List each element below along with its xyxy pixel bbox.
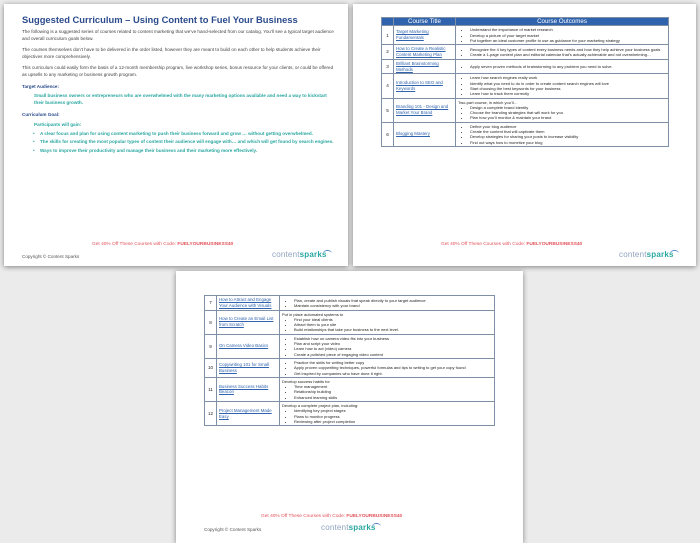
outcome-item: • Create a 1-page content plan and editorial calendar that’s actually achievable and not overwhelming…: [470, 52, 666, 57]
course-title-link[interactable]: Introduction to SEO and Keywords: [394, 74, 456, 98]
course-row: [382, 26, 669, 45]
course-number: 2: [382, 45, 394, 60]
course-title-link[interactable]: Branding 101 - Design and Market Your Brand: [394, 98, 456, 122]
outcome-item: • Learn how search engines really work: [470, 75, 666, 80]
outcome-item: • Apply seven proven methods of brainstorming to any problem you need to solve.: [470, 64, 666, 69]
course-title-link[interactable]: Target Marketing Fundamentals: [394, 26, 456, 45]
course-title-link[interactable]: How to Create a Realistic Content Marketing Plan: [394, 45, 456, 60]
intro-section: [22, 29, 337, 156]
brand-logo: contentsparks: [321, 523, 381, 532]
outcome-item: • Put together an ideal customer profile to use as guidance for your marketing strategy: [470, 38, 666, 43]
document-page-3: [176, 271, 523, 543]
outcome-item: • Design a complete brand identity: [470, 105, 666, 110]
outcome-list: [458, 105, 666, 121]
course-outcomes-cell: [456, 59, 669, 74]
basis-paragraph: This curriculum could easily form the basis of a 12-month membership program, live workshop series, bonus resource for your clients, or could be offered as upsells to any marketing or business growth program.: [22, 65, 334, 77]
document-page-2: [353, 4, 696, 266]
brand-logo: contentsparks: [272, 250, 332, 259]
outcome-item: • Enhanced learning skills: [294, 395, 492, 400]
course-title-link[interactable]: Brilliant Brainstorming Methods: [394, 59, 456, 74]
course-outcomes-cell: [280, 402, 495, 426]
outcome-item: • Find out ways how to monetize your blog: [470, 140, 666, 145]
outcome-list: [458, 64, 666, 69]
intro-paragraph: The following is a suggested series of courses related to content marketing that we’ve hand-selected from our catalog. You’ll see a typical target audience and overall curriculum goals below.: [22, 29, 334, 41]
course-title-link[interactable]: Copywriting 101 for Small Business: [217, 358, 280, 377]
course-outcomes-cell: [456, 26, 669, 45]
header-course-outcomes: Course Outcomes: [456, 18, 669, 26]
course-title-link[interactable]: Business Success Habits Beacon: [217, 377, 280, 401]
outcome-item: • Plan, create and publish visuals that speak directly to your target audience: [294, 298, 492, 303]
course-outcomes-cell: [456, 122, 669, 146]
page-title: Suggested Curriculum – Using Content to Fuel Your Business: [22, 14, 298, 25]
goal-item: • Ways to improve their productivity and manage their business and their marketing more effectively.: [40, 148, 337, 155]
course-table-continued: [204, 295, 495, 426]
outcome-item: • Get inspired by companies who have done it right.: [294, 371, 492, 376]
outcome-item: • Start choosing the best keywords for your business: [470, 86, 666, 91]
outcome-item: • Plans to monitor progress: [294, 414, 492, 419]
outcome-item: • Apply proven copywriting techniques, powerful formulas and tips to writing to get your copy found: [294, 365, 492, 370]
course-outcomes-cell: [280, 310, 495, 334]
course-row: [205, 358, 495, 377]
course-number: 8: [205, 310, 217, 334]
course-number: 11: [205, 377, 217, 401]
outcome-list: [458, 47, 666, 58]
outcome-item: • Develop a picture of your target market: [470, 33, 666, 38]
course-outcomes-cell: [280, 377, 495, 401]
spark-icon: [323, 250, 332, 257]
course-number: 3: [382, 59, 394, 74]
course-table: [381, 17, 669, 147]
goal-item: • The skills for creating the most popular types of content their audience will engage with… and which will get found by search engines.: [40, 139, 337, 146]
outcome-item: • Find your ideal clients: [294, 317, 492, 322]
outcome-list: [282, 298, 492, 309]
outcome-list: [458, 75, 666, 96]
course-number: 5: [382, 98, 394, 122]
outcome-item: • Build relationships that take your business to the next level.: [294, 327, 492, 332]
promo-line: Get 40% Off These Courses with Code: FUELYOURBUSINESS40: [92, 242, 234, 247]
course-number: 12: [205, 402, 217, 426]
outcome-item: • Learn how to act (video) camera: [294, 346, 492, 351]
outcomes-intro: Put in place automated systems to: [282, 311, 344, 317]
spark-icon: [670, 250, 679, 257]
course-outcomes-cell: [456, 45, 669, 60]
course-row: [382, 122, 669, 146]
course-number: 9: [205, 334, 217, 358]
promo-line: Get 40% Off These Courses with Code: FUELYOURBUSINESS40: [261, 514, 403, 519]
gain-label: Participants will gain:: [34, 121, 82, 127]
outcome-item: • Choose the branding strategies that will work for you: [470, 110, 666, 115]
outcome-item: • Attract them to your site: [294, 322, 492, 327]
outcome-item: • Define your blog audience: [470, 124, 666, 129]
outcome-item: • Plan how you’ll monitor & maintain your brand: [470, 115, 666, 120]
course-outcomes-cell: [280, 296, 495, 311]
goal-item: • A clear focus and plan for using content marketing to push their business forward and grow … without getting overwhelmed.: [40, 131, 337, 138]
goal-heading: Curriculum Goal:: [22, 112, 60, 118]
outcome-list: [282, 336, 492, 357]
course-outcomes-cell: [280, 334, 495, 358]
outcome-item: • Identifying key project stages: [294, 408, 492, 413]
spark-icon: [372, 523, 381, 530]
outcome-item: • Learn how to track them correctly: [470, 91, 666, 96]
course-title-link[interactable]: How to Create an Email List from Scratch: [217, 310, 280, 334]
course-title-link[interactable]: Project Management Made Easy: [217, 402, 280, 426]
outcome-list: [282, 317, 492, 333]
course-number: 1: [382, 26, 394, 45]
course-row: [382, 59, 669, 74]
outcome-item: • Create the content that will captivate them: [470, 129, 666, 134]
outcomes-intro: Two-part course, in which you’ll…: [458, 99, 518, 105]
outcome-item: • Relationship building: [294, 389, 492, 394]
outcome-item: • Identify what you need to do in order to create content search engines will love: [470, 81, 666, 86]
audience-text: Small business owners or entrepreneurs who are overwhelmed with the many marketing options available and need a way to kickstart their business growth.: [34, 93, 327, 105]
course-row: [205, 334, 495, 358]
course-row: [205, 310, 495, 334]
outcome-list: [458, 27, 666, 43]
course-title-link[interactable]: Blogging Mastery: [394, 122, 456, 146]
course-row: [382, 45, 669, 60]
outcome-list: [282, 384, 492, 400]
course-outcomes-cell: [280, 358, 495, 377]
course-title-link[interactable]: On Camera Video Basics: [217, 334, 280, 358]
outcome-item: • Plan and script your video: [294, 341, 492, 346]
outcome-item: • Establish how on camera video fits into your business: [294, 336, 492, 341]
course-number: 10: [205, 358, 217, 377]
course-title-link[interactable]: How to Attract and Engage Your Audience with Visuals: [217, 296, 280, 311]
header-course-title: Course Title: [394, 18, 456, 26]
promo-line: Get 40% Off These Courses with Code: FUELYOURBUSINESS40: [441, 242, 583, 247]
course-number: 6: [382, 122, 394, 146]
document-page-1: [4, 4, 348, 266]
course-number: 4: [382, 74, 394, 98]
outcomes-intro: Develop a complete project plan, including:: [282, 403, 359, 409]
course-row: [382, 98, 669, 122]
outcome-item: • Time management: [294, 384, 492, 389]
copyright: Copyright © Content Sparks: [204, 527, 262, 532]
course-number: 7: [205, 296, 217, 311]
course-outcomes-cell: [456, 98, 669, 122]
outcome-item: • Develop strategies for sharing your posts to increase visibility: [470, 134, 666, 139]
copyright: Copyright © Content Sparks: [22, 254, 80, 259]
outcome-item: • Reviewing after project completion: [294, 419, 492, 424]
course-row: [205, 296, 495, 311]
header-num-col: [382, 18, 394, 26]
outcome-list: [282, 408, 492, 424]
goal-list: [22, 131, 337, 155]
brand-logo: contentsparks: [619, 250, 679, 259]
order-paragraph: The courses themselves don’t have to be delivered in the order listed, however they are meant to build on each other to help students achieve their objectives more comprehensively.: [22, 47, 321, 59]
course-row: [205, 377, 495, 401]
outcome-list: [458, 124, 666, 145]
outcome-item: • Create a polished piece of engaging video content: [294, 352, 492, 357]
outcome-item: • Practice the skills for writing better copy: [294, 360, 492, 365]
outcome-item: • Maintain consistency with your brand: [294, 303, 492, 308]
course-outcomes-cell: [456, 74, 669, 98]
audience-heading: Target Audience:: [22, 83, 60, 89]
outcome-item: • Recognize the 4 key types of content every business needs and how they help achieve your business goals: [470, 47, 666, 52]
course-row: [205, 402, 495, 426]
outcome-list: [282, 360, 492, 376]
outcome-item: • Understand the importance of market research: [470, 27, 666, 32]
course-row: [382, 74, 669, 98]
outcomes-intro: Develop success habits for: [282, 378, 330, 384]
